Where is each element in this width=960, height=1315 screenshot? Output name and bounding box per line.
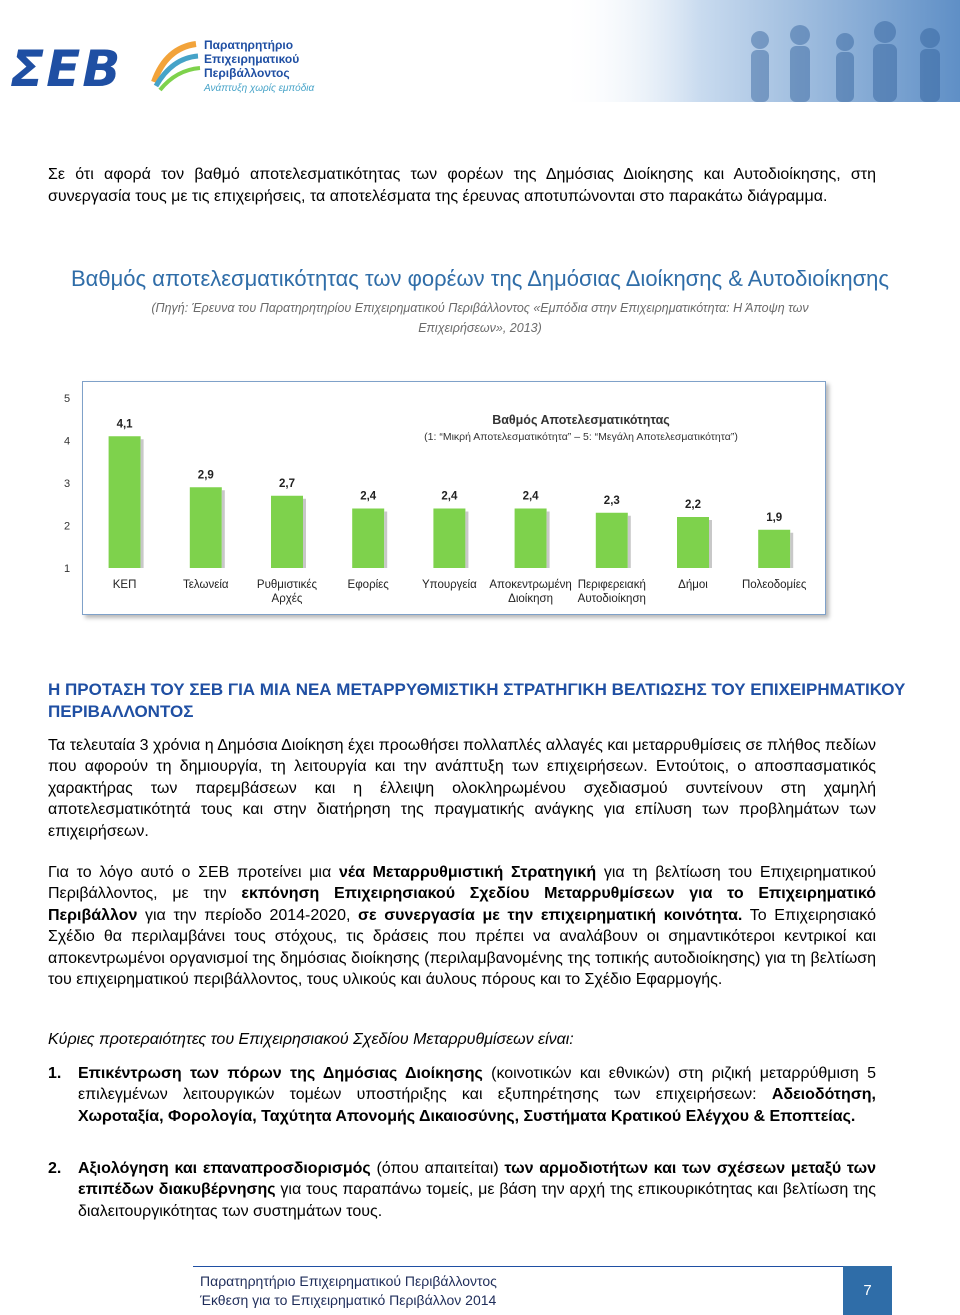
data-label: 2,2 bbox=[685, 499, 701, 511]
chart-bar bbox=[352, 509, 384, 569]
bold-text-run: Αδειοδότηση, Χωροταξία, Φορολογία, Ταχύτητα Απονομής Δικαιοσύνης, Συστήματα Κρατικού Ελέγχου & Εποπτείας. bbox=[78, 1086, 876, 1125]
list-item-text bbox=[78, 1063, 876, 1127]
x-tick-label-line: Περιφερειακή bbox=[577, 579, 646, 591]
bar-shadow bbox=[790, 533, 793, 568]
x-tick-label-line: Δήμοι bbox=[678, 579, 708, 591]
chart-title: Βαθμός αποτελεσματικότητας των φορέων της Δημόσιας Διοίκησης & Αυτοδιοίκησης bbox=[70, 266, 890, 291]
y-tick-label: 2 bbox=[63, 520, 71, 533]
x-tick-label-line: Εφορίες bbox=[347, 579, 389, 591]
bar-chart bbox=[56, 384, 836, 614]
data-label: 4,1 bbox=[116, 418, 133, 431]
y-tick-label: 1 bbox=[63, 563, 71, 575]
header-crowd-banner bbox=[560, 0, 960, 102]
org-name-line: Επιχειρηματικού bbox=[204, 52, 300, 66]
x-tick-label-line: Αποκεντρωμένη bbox=[489, 579, 572, 591]
text-run: για την περίοδο 2014-2020, bbox=[137, 906, 359, 924]
text-run: (όπου απαιτείται) bbox=[370, 1160, 505, 1177]
footer-report-title: Έκθεση για το Επιχειρηματικό Περιβάλλον 2014 bbox=[200, 1292, 497, 1308]
x-tick-label bbox=[422, 579, 477, 591]
x-tick-label-line: Διοίκηση bbox=[508, 593, 554, 605]
text-run: για τη βελτίωση του Επιχειρηματικού Περιβάλλοντος, με την bbox=[48, 864, 877, 903]
data-label: 2,3 bbox=[603, 494, 620, 507]
bar-shadow bbox=[547, 512, 550, 569]
x-tick-label bbox=[489, 579, 571, 605]
data-label: 2,4 bbox=[522, 490, 539, 503]
bar-shadow bbox=[141, 439, 144, 568]
x-tick-label-line: ΚΕΠ bbox=[112, 579, 137, 591]
org-name-line: Περιβάλλοντος bbox=[204, 66, 290, 80]
x-tick-label-line: Πολεοδομίες bbox=[741, 579, 807, 591]
x-tick-label bbox=[113, 579, 137, 591]
data-label: 2,4 bbox=[441, 490, 458, 503]
x-tick-label-line: Αυτοδιοίκηση bbox=[577, 593, 646, 605]
chart-bar bbox=[271, 496, 303, 568]
page-header bbox=[0, 0, 960, 108]
org-tagline: Ανάπτυξη χωρίς εμπόδια bbox=[204, 83, 315, 94]
chart-bar bbox=[515, 509, 547, 569]
footer-org: Παρατηρητήριο Επιχειρηματικού Περιβάλλοντος bbox=[200, 1273, 497, 1289]
intro-paragraph: Σε ότι αφορά τον βαθμό αποτελεσματικότητας των φορέων της Δημόσιας Διοίκησης και Αυτοδιοίκησης, στη συνεργασία τους με τις επιχειρήσεις, τα αποτελέσματα της έρευνας αποτυπώνονται στο παρακάτω διάγραμμα. bbox=[48, 166, 876, 205]
bold-text-run: Επικέντρωση των πόρων της Δημόσιας Διοίκησης bbox=[78, 1065, 483, 1082]
body-paragraph: Τα τελευταία 3 χρόνια η Δημόσια Διοίκηση έχει προωθήσει πολλαπλές αλλαγές και μεταρρυθμίσεις σε πλήθος πεδίων που αφορούν τη δημιουργία, τη λειτουργία και την ανάπτυξη των επιχειρήσεων. Εντούτοις, ο αποσπασματικός χαρακτήρας των παρεμβάσεων και η έλλειψη ολοκληρωμένου σχεδιασμού συντείνουν στη χαμηλή αποτελεσματικότητά τους και στην διατήρηση της πραγματικής ανάγκης για επίλυση των προβλημάτων των επιχειρήσεων. bbox=[48, 737, 876, 840]
list-number: 1. bbox=[48, 1065, 62, 1082]
x-tick-label-line: Τελωνεία bbox=[183, 579, 229, 591]
list-item-text bbox=[78, 1158, 876, 1222]
text-run: Για το λόγο αυτό ο ΣΕΒ προτείνει μια bbox=[48, 864, 339, 881]
chart-bar bbox=[758, 530, 790, 568]
chart-bar bbox=[596, 513, 628, 568]
footer-rule bbox=[193, 1266, 843, 1267]
x-tick-label bbox=[578, 579, 646, 605]
x-tick-label bbox=[678, 579, 708, 591]
x-tick-label-line: Αρχές bbox=[271, 593, 303, 605]
y-tick-label: 3 bbox=[63, 478, 71, 490]
chart-bar bbox=[190, 487, 222, 568]
data-label: 2,9 bbox=[197, 469, 214, 482]
bold-text-run: των αρμοδιοτήτων και των σχέσεων μεταξύ των επιπέδων διακυβέρνησης bbox=[78, 1160, 876, 1199]
chart-bar bbox=[433, 509, 465, 569]
org-name-line: Παρατηρητήριο bbox=[204, 38, 294, 52]
chart-legend-note: (1: “Μικρή Αποτελεσματικότητα” – 5: “Μεγάλη Αποτελεσματικότητα”) bbox=[424, 431, 738, 443]
x-tick-label bbox=[257, 579, 318, 605]
x-tick-label bbox=[348, 579, 390, 591]
bold-text-run: σε συνεργασία με την επιχειρηματική κοινότητα. bbox=[358, 906, 743, 924]
seb-logo: ΣΕΒ bbox=[10, 40, 123, 98]
y-tick-label: 4 bbox=[63, 435, 71, 448]
bar-shadow bbox=[303, 499, 306, 568]
bar-shadow bbox=[384, 512, 387, 569]
x-tick-label-line: Ρυθμιστικές bbox=[256, 579, 318, 591]
list-number: 2. bbox=[48, 1160, 62, 1177]
data-label: 2,7 bbox=[279, 477, 295, 490]
bold-text-run: Αξιολόγηση και επαναπροσδιορισμός bbox=[78, 1160, 371, 1177]
chart-bar bbox=[109, 436, 141, 568]
bar-shadow bbox=[222, 490, 225, 568]
bold-text-run: νέα Μεταρρυθμιστική Στρατηγική bbox=[338, 864, 597, 881]
bar-shadow bbox=[628, 516, 631, 568]
bar-shadow bbox=[465, 512, 468, 569]
y-tick-label: 5 bbox=[63, 393, 71, 405]
x-tick-label-line: Υπουργεία bbox=[422, 579, 477, 591]
data-label: 1,9 bbox=[766, 511, 783, 524]
body-paragraph bbox=[48, 862, 876, 990]
chart-source: (Πηγή: Έρευνα του Παρατηρητηρίου Επιχειρηματικού Περιβάλλοντος «Εμπόδια στην Επιχειρηματικότητα: Η Άποψη των Επιχειρήσεων», 2013) bbox=[151, 301, 809, 335]
x-tick-label bbox=[183, 579, 229, 591]
logo-swirl-icon bbox=[146, 38, 201, 93]
text-run: Το Επιχειρησιακό Σχέδιο θα περιλαμβάνει τους στόχους, τις δράσεις που πρέπει να αναλάβουν οι σημαντικότεροι κεντρικοί και αποκεντρωμένοι οργανισμοί της δημόσιας διοίκησης (περιλαμβανομένης της τοπικής αυτοδιοίκησης) για τη βελτίωση του επιχειρηματικού περιβάλλοντος, τους υλικούς και άυλους πόρους και το Σχέδιο Εφαρμογής. bbox=[48, 906, 877, 989]
chart-legend-title: Βαθμός Αποτελεσματικότητας bbox=[492, 413, 670, 427]
x-tick-label bbox=[742, 579, 807, 591]
bar-shadow bbox=[709, 520, 712, 568]
data-label: 2,4 bbox=[360, 490, 377, 503]
page-number: 7 bbox=[843, 1266, 892, 1315]
section-heading: Η ΠΡΟΤΑΣΗ ΤΟΥ ΣΕΒ ΓΙΑ ΜΙΑ ΝΕΑ ΜΕΤΑΡΡΥΘΜΙΣΤΙΚΗ ΣΤΡΑΤΗΓΙΚΗ ΒΕΛΤΙΩΣΗΣ ΤΟΥ ΕΠΙΧΕΙΡΗΜΑΤΙΚΟΥ ΠΕΡΙΒΑΛΛΟΝΤΟΣ bbox=[48, 680, 906, 721]
text-run: (κοινοτικών και εθνικών) στη ριζική μεταρρύθμιση 5 επιλεγμένων λειτουργικών τομέων υποστήριξης και εξυπηρέτησης των επιχειρήσεων: bbox=[78, 1065, 876, 1104]
chart-bar bbox=[677, 517, 709, 568]
bold-text-run: εκπόνηση Επιχειρησιακού Σχεδίου Μεταρρυθμίσεων για το Επιχειρηματικό Περιβάλλον bbox=[48, 885, 876, 924]
text-run: για τους παραπάνω τομείς, με βάση την αρχή της επικουρικότητας και βελτίωση της διαλειτουργικότητας των συστημάτων τους. bbox=[78, 1181, 877, 1220]
priorities-heading: Κύριες προτεραιότητες του Επιχειρησιακού Σχεδίου Μεταρρυθμίσεων είναι: bbox=[48, 1031, 574, 1048]
